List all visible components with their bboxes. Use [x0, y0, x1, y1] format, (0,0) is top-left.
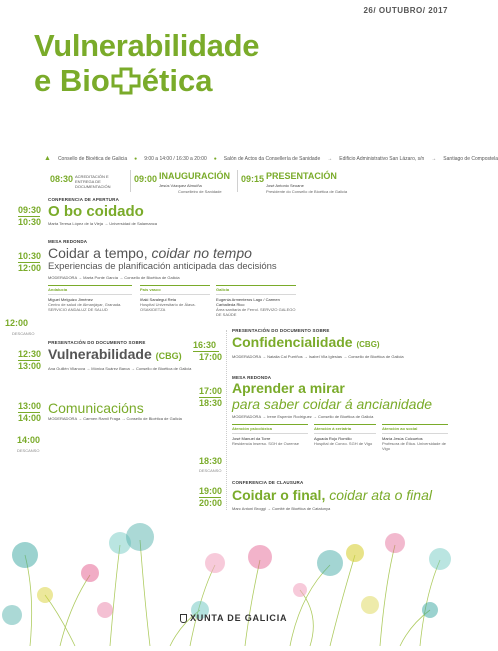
time-0915: 09:15: [241, 174, 265, 184]
session-title: [232, 487, 432, 503]
time-1030: 10:30: [18, 217, 42, 227]
time-1700b: 17:00: [199, 386, 223, 396]
divider: [130, 170, 131, 192]
break-label: DESCANSO: [199, 468, 222, 473]
flower-petal: [12, 542, 38, 568]
time-0930: 09:30: [18, 205, 42, 215]
event-date: 26/ OUTUBRO/ 2017: [363, 6, 448, 15]
flower-petal: [81, 564, 99, 582]
panel-region: Atención psicolóxica: [232, 426, 273, 431]
session-people: Ana Guillén Vilanova → Mónica Suárez Baroa → Consello de Bioética de Galicia: [48, 366, 192, 371]
divider: [237, 170, 238, 192]
info-city: Santiago de Compostela: [443, 156, 498, 162]
panel-column: [232, 424, 308, 446]
location-icon: ●: [213, 156, 217, 162]
panel-column: [382, 424, 448, 451]
time-1230: 12:30: [18, 349, 42, 359]
session-label: CONFERENCIA DE APERTURA: [48, 197, 120, 202]
session-moderator: MODERADORA → Marta Ponte García → Consello de Bioética de Galicia: [48, 275, 180, 280]
accreditation-label: ACREDITACIÓN E ENTREGA DE DOCUMENTACIÓN: [75, 174, 111, 189]
divider: [382, 433, 448, 434]
info-venue: Consello de Bioética de Galicia: [57, 156, 128, 162]
flower-petal: [346, 544, 364, 562]
session-people: Marc Antoni Broggi → Comité de Bioética de Catalunya: [232, 506, 331, 511]
session-moderator: MODERADORA → Natalia Cal Purriños → Isabel Vila Iglesias → Consello de Bioética de Galicia: [232, 354, 404, 359]
panel-affiliation: Hospital Universitario de Álava. OSAKIDETZA: [140, 302, 196, 312]
session-moderator: MODERADORA → Irene Esperón Rodríguez → Consello de Bioética de Galicia: [232, 414, 374, 419]
flower-petal: [248, 545, 272, 569]
session-title-italic: para saber coidar á ancianidade: [232, 396, 433, 412]
panel-person: Miguel Melguizo Jiménez: [48, 297, 93, 302]
panel-affiliation: Centro de salud de Almanjáyar, Granada. SERVICIO ANDALUZ DE SALUD: [48, 302, 122, 312]
session-label: MESA REDONDA: [232, 375, 272, 380]
time-1300b: 13:00: [18, 401, 42, 411]
time-1300: 13:00: [18, 361, 42, 371]
session-title: [232, 334, 380, 350]
session-label: PRESENTACIÓN DO DOCUMENTO SOBRE: [48, 340, 146, 345]
info-row: [44, 156, 498, 162]
divider: [140, 294, 210, 295]
info-address: Edificio Administrativo San Lázaro, s/n: [339, 156, 425, 162]
panel-person: Aguada Rojo Romillo: [314, 436, 352, 441]
time-1630: 16:30: [193, 340, 217, 350]
divider: [314, 433, 376, 434]
break-label: DESCANSO: [17, 448, 40, 453]
time-2000: 20:00: [199, 498, 223, 508]
divider: [232, 433, 308, 434]
time-0830: 08:30: [50, 174, 74, 184]
session-label: MESA REDONDA: [48, 239, 88, 244]
session-title: Aprender a mirar: [232, 380, 345, 396]
panel-affiliation: Área sanitaria de Ferrol. SERVIZO GALEGO DE SAÚDE: [216, 307, 296, 317]
info-hours: 9:00 a 14:00 / 16:30 a 20:00: [144, 156, 207, 162]
divider: [48, 294, 132, 295]
panel-affiliation: Hospital de Conxo. SGH de Vigo: [314, 441, 373, 446]
divider: [216, 294, 296, 295]
panel-region: Atención á xeriatría: [314, 426, 352, 431]
time-1030b: 10:30: [18, 251, 42, 261]
flower-petal: [422, 602, 438, 618]
title-line-2b: ética: [141, 63, 213, 98]
session-people: Marta Teresa López de la Vieja → Universidad de Salamanca: [48, 221, 158, 226]
session-title-main: Coidar o final,: [232, 487, 326, 503]
panel-column: [216, 285, 296, 317]
break-time: 14:00: [17, 435, 41, 445]
flower-petal: [37, 587, 53, 603]
session-moderator: MODERADORA → Carmen Ramil Fraga → Consello de Bioética de Galicia: [48, 416, 182, 421]
flower-petal: [126, 523, 154, 551]
title-line-1: Vulnerabilidade: [34, 28, 260, 63]
panel-column: [48, 285, 132, 312]
time-1700: 17:00: [199, 352, 223, 362]
break-time: 12:00: [5, 318, 29, 328]
info-room: Salón de Actos da Consellería de Sanidade: [223, 156, 321, 162]
presentation-title: PRESENTACIÓN: [266, 171, 337, 181]
graduation-icon: ▲: [44, 155, 51, 162]
divider: [226, 330, 227, 510]
panel-person: Eugenia Armenteros Lago / Carmen Carballeda Rico: [216, 297, 280, 307]
panel-region: Atención ao social: [382, 426, 418, 431]
flower-petal: [317, 550, 343, 576]
flower-petal: [97, 602, 113, 618]
time-0900: 09:00: [134, 174, 158, 184]
arrow-icon: →: [327, 156, 333, 162]
flower-petal: [293, 583, 307, 597]
flower-petal: [205, 553, 225, 573]
session-title-main: Confidencialidade: [232, 334, 353, 350]
flower-petal: [385, 533, 405, 553]
presentation-role: Presidente do Consello de Bioética de Galicia: [266, 189, 348, 194]
panel-region: País vasco: [140, 287, 161, 292]
xunta-shield-icon: [180, 614, 187, 623]
panel-region: Galicia: [216, 287, 230, 292]
logo-text: XUNTA DE GALICIA: [190, 613, 288, 623]
session-title: Comunicacións: [48, 400, 144, 416]
time-1830: 18:30: [199, 398, 223, 408]
panel-column: [140, 285, 210, 312]
session-title: [48, 346, 182, 362]
panel-person: Iñaki Saralegui Reta: [140, 297, 177, 302]
inauguration-title: INAUGURACIÓN: [159, 171, 230, 181]
flower-petal: [361, 596, 379, 614]
session-title: O bo coidado: [48, 203, 144, 220]
break-label: DESCANSO: [12, 331, 35, 336]
flower-petal: [2, 605, 22, 625]
time-1400: 14:00: [18, 413, 42, 423]
time-1200: 12:00: [18, 263, 42, 273]
panel-region: Andalucía: [48, 287, 68, 292]
clock-icon: ●: [134, 156, 138, 162]
xunta-logo: [180, 613, 287, 623]
session-title-suffix: (CBG): [356, 340, 380, 349]
session-title-suffix: (CBG): [155, 351, 182, 361]
flower-petal: [429, 548, 451, 570]
time-1900: 19:00: [199, 486, 223, 496]
break-time: 18:30: [199, 456, 223, 466]
title-line-2: [34, 63, 212, 99]
panel-affiliation: Residencia Inserso. SGH de Ourense: [232, 441, 299, 446]
flower-illustration: [0, 515, 454, 646]
session-subtitle: Experiencias de planificación anticipada das decisións: [48, 261, 277, 272]
arrow-icon: →: [431, 156, 437, 162]
panel-column: [314, 424, 376, 446]
session-title-main: Vulnerabilidade: [48, 346, 152, 362]
session-title-italic: coidar no tempo: [151, 245, 252, 261]
session-title-italic: coidar ata o final: [329, 487, 432, 503]
panel-person: María Jesús Colcuetos: [382, 436, 423, 441]
session-label: PRESENTACIÓN DO DOCUMENTO SOBRE: [232, 328, 330, 333]
session-label: CONFERENCIA DE CLAUSURA: [232, 480, 304, 485]
inauguration-speaker: Jesús Vázquez Almuíña: [159, 183, 202, 188]
panel-person: José Manuel da Torre: [232, 436, 271, 441]
title-line-2a: e Bio: [34, 63, 110, 98]
panel-affiliation: Profesora de Ética. Universidade de Vigo: [382, 441, 447, 451]
inauguration-role: Conselleiro de Sanidade: [178, 189, 222, 194]
presentation-speaker: José Antonio Seoane: [266, 183, 304, 188]
session-title-main: Coidar a tempo,: [48, 245, 148, 261]
session-title: [48, 245, 252, 261]
cross-icon: [111, 67, 141, 95]
